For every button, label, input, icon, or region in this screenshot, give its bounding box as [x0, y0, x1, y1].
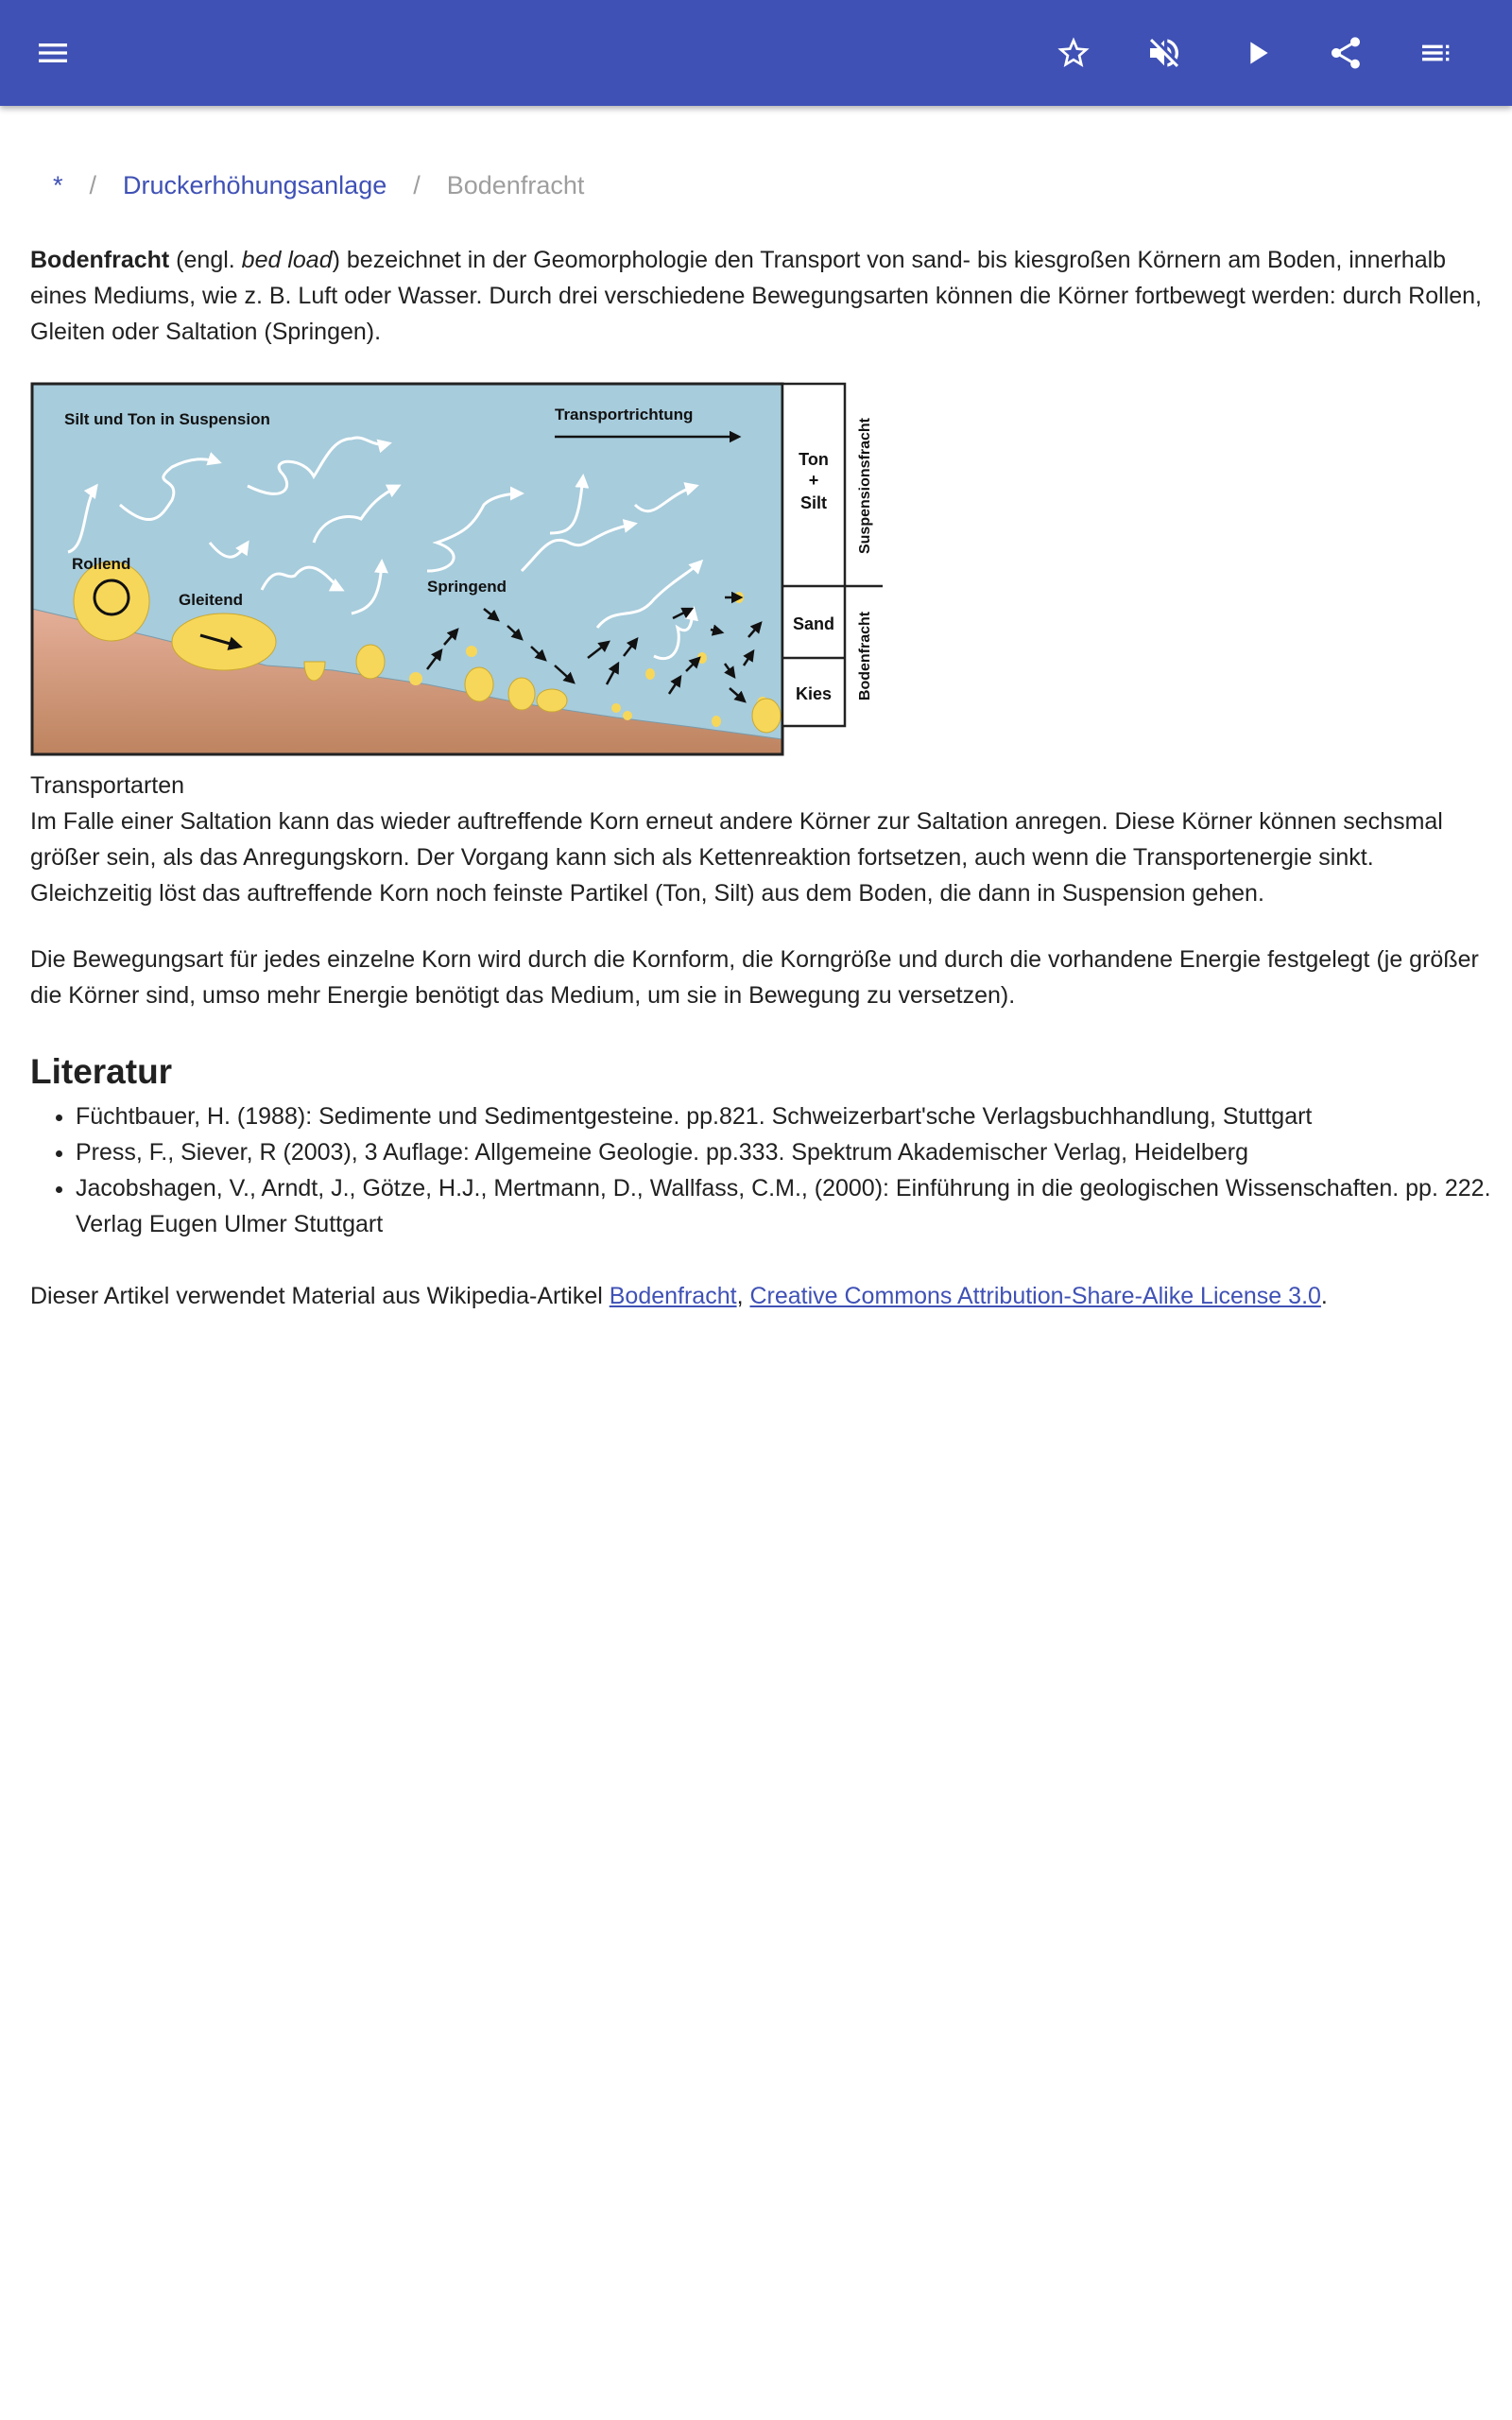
- figure-transportarten[interactable]: [30, 382, 885, 758]
- share-button[interactable]: [1319, 26, 1372, 79]
- license-link[interactable]: Creative Commons Attribution-Share-Alike License 3.0: [749, 1283, 1321, 1309]
- breadcrumb-current: Bodenfracht: [446, 171, 585, 199]
- label-ton: Ton: [799, 450, 829, 469]
- menu-button[interactable]: [26, 26, 79, 79]
- label-silt: Silt: [799, 493, 828, 512]
- label-sliding: Gleitend: [179, 591, 244, 609]
- volume-off-icon: [1145, 34, 1183, 72]
- menu-icon: [34, 34, 72, 72]
- share-icon: [1327, 34, 1365, 72]
- play-button[interactable]: [1230, 26, 1283, 79]
- breadcrumb-separator: /: [413, 171, 421, 199]
- playlist-icon: [1418, 34, 1455, 72]
- breadcrumb: [53, 166, 584, 204]
- paragraph-movement: Die Bewegungsart für jedes einzelne Korn wird durch die Kornform, die Korngröße und durch die vorhandene Energie festgelegt (je größer die Körner sind, umso mehr Energie benötigt das Medium, um sie in Bewegung zu versetzen).: [30, 946, 1479, 1009]
- literature-item: • Füchtbauer, H. (1988): Sedimente und Sedimentgesteine. pp.821. Schweizerbart'sche Verlagsbuchhandlung, Stuttgart: [76, 1098, 1493, 1134]
- intro-paragraph: [30, 242, 1486, 350]
- breadcrumb-separator: /: [89, 171, 97, 199]
- wikipedia-article-link[interactable]: Bodenfracht: [609, 1283, 737, 1309]
- figure-caption: Transportarten: [30, 772, 185, 799]
- app-bar: [0, 0, 1512, 106]
- play-icon: [1238, 34, 1276, 72]
- literature-item: • Press, F., Siever, R (2003), 3 Auflage: Allgemeine Geologie. pp.333. Spektrum Akademischer Verlag, Heidelberg: [76, 1134, 1493, 1170]
- label-rolling: Rollend: [72, 555, 131, 573]
- star-outline-icon: [1055, 34, 1092, 72]
- attribution: [30, 1278, 1486, 1314]
- text: (engl.: [169, 247, 242, 273]
- term: Bodenfracht: [30, 247, 170, 273]
- mute-button[interactable]: [1138, 26, 1191, 79]
- transport-diagram: [30, 382, 885, 758]
- text: .: [1320, 1283, 1328, 1309]
- label-kies: Kies: [795, 684, 833, 703]
- label-sand: Sand: [792, 614, 835, 633]
- breadcrumb-home[interactable]: *: [53, 171, 63, 199]
- label-suspensionsfracht: Suspensionsfracht: [857, 417, 873, 555]
- label-suspension: Silt und Ton in Suspension: [64, 410, 270, 428]
- breadcrumb-parent[interactable]: Druckerhöhungsanlage: [123, 171, 387, 199]
- text: ,: [736, 1283, 750, 1309]
- text: Dieser Artikel verwendet Material aus Wikipedia-Artikel: [30, 1283, 610, 1309]
- label-plus: +: [808, 471, 819, 490]
- bookmark-button[interactable]: [1047, 26, 1100, 79]
- paragraph-saltation: Im Falle einer Saltation kann das wieder auftreffende Korn erneut andere Körner zur Saltation anregen. Diese Körner können sechsmal größer sein, als das Anregungskorn. Der Vorgang kann sich als Kettenreaktion fortsetzen, auch wenn die Transportenergie sinkt. Gleichzeitig löst das auftreffende Korn noch feinste Partikel (Ton, Silt) aus dem Boden, die dann in Suspension gehen.: [30, 808, 1443, 907]
- literature-heading: Literatur: [30, 1052, 173, 1091]
- label-direction: Transportrichtung: [555, 406, 694, 424]
- contents-button[interactable]: [1410, 26, 1463, 79]
- label-saltation: Springend: [427, 578, 507, 596]
- text: ) bezeichnet in der Geomorphologie den Transport von sand- bis kiesgroßen Körnern am Boden, innerhalb eines Mediums, wie z. B. Luft oder Wasser. Durch drei verschiedene Bewegungsarten können die Körner fortbewegt werden: durch Rollen, Gleiten oder Saltation (Springen).: [30, 247, 1482, 345]
- label-bodenfracht: Bodenfracht: [857, 611, 873, 701]
- english-term: bed load: [241, 247, 333, 273]
- literature-list: [30, 1098, 1493, 1242]
- literature-item: • Jacobshagen, V., Arndt, J., Götze, H.J., Mertmann, D., Wallfass, C.M., (2000): Einführung in die geologischen Wissenschaften. pp. 222. Verlag Eugen Ulmer Stuttgart: [76, 1170, 1493, 1242]
